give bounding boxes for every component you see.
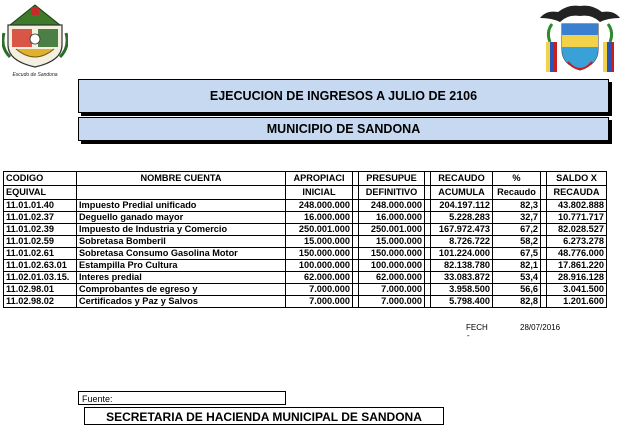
cell-pct: 82,3 <box>493 200 541 212</box>
cell-definitivo: 150.000.000 <box>359 248 425 260</box>
header-apropiaci: APROPIACI <box>286 172 353 186</box>
cell-definitivo: 250.001.000 <box>359 224 425 236</box>
cell-nombre: Deguello ganado mayor <box>77 212 286 224</box>
colombia-coat-of-arms-logo <box>538 2 622 80</box>
cell-definitivo: 16.000.000 <box>359 212 425 224</box>
cell-pct: 67,2 <box>493 224 541 236</box>
cell-saldo: 10.771.717 <box>547 212 607 224</box>
cell-acumula: 82.138.780 <box>431 260 493 272</box>
header-recauda: RECAUDA <box>547 186 607 200</box>
cell-definitivo: 62.000.000 <box>359 272 425 284</box>
cell-pct: 67,5 <box>493 248 541 260</box>
table-row <box>4 224 607 236</box>
cell-codigo: 11.02.01.03.15. <box>4 272 77 284</box>
cell-acumula: 5.798.400 <box>431 296 493 308</box>
cell-definitivo: 248.000.000 <box>359 200 425 212</box>
cell-codigo: 11.01.02.59 <box>4 236 77 248</box>
table-header-row-2 <box>4 186 607 200</box>
header-inicial: INICIAL <box>286 186 353 200</box>
header-recaudo-pct: Recaudo <box>493 186 541 200</box>
cell-inicial: 15.000.000 <box>286 236 353 248</box>
cell-definitivo: 100.000.000 <box>359 260 425 272</box>
header-equival: EQUIVAL <box>4 186 77 200</box>
header-acumula: ACUMULA <box>431 186 493 200</box>
cell-nombre: Comprobantes de egreso y <box>77 284 286 296</box>
cell-acumula: 204.197.112 <box>431 200 493 212</box>
cell-nombre: Interes predial <box>77 272 286 284</box>
header-recaudo: RECAUDO <box>431 172 493 186</box>
cell-saldo: 17.861.220 <box>547 260 607 272</box>
cell-codigo: 11.01.02.37 <box>4 212 77 224</box>
cell-nombre: Sobretasa Consumo Gasolina Motor <box>77 248 286 260</box>
municipality-title-box <box>78 117 609 141</box>
cell-saldo: 43.802.888 <box>547 200 607 212</box>
cell-pct: 82,1 <box>493 260 541 272</box>
cell-nombre: Sobretasa Bomberil <box>77 236 286 248</box>
cell-acumula: 5.228.283 <box>431 212 493 224</box>
sandona-shield-logo <box>2 3 68 77</box>
cell-inicial: 16.000.000 <box>286 212 353 224</box>
cell-pct: 53,4 <box>493 272 541 284</box>
cell-codigo: 11.01.01.40 <box>4 200 77 212</box>
cell-codigo: 11.01.02.39 <box>4 224 77 236</box>
cell-pct: 82,8 <box>493 296 541 308</box>
cell-saldo: 6.273.278 <box>547 236 607 248</box>
cell-saldo: 3.041.500 <box>547 284 607 296</box>
cell-acumula: 8.726.722 <box>431 236 493 248</box>
cell-definitivo: 7.000.000 <box>359 284 425 296</box>
cell-nombre: Impuesto de Industria y Comercio <box>77 224 286 236</box>
header-nombre: NOMBRE CUENTA <box>77 172 286 186</box>
income-execution-table <box>3 171 607 308</box>
cell-pct: 58,2 <box>493 236 541 248</box>
cell-nombre: Estampilla Pro Cultura <box>77 260 286 272</box>
cell-codigo: 11.01.02.61 <box>4 248 77 260</box>
cell-codigo: 11.02.98.02 <box>4 296 77 308</box>
cell-nombre: Certificados y Paz y Salvos <box>77 296 286 308</box>
cell-saldo: 1.201.600 <box>547 296 607 308</box>
cell-saldo: 28.916.128 <box>547 272 607 284</box>
cell-acumula: 101.224.000 <box>431 248 493 260</box>
report-title-box <box>78 79 609 113</box>
fecha-value: 28/07/2016 <box>520 323 561 332</box>
cell-inicial: 250.001.000 <box>286 224 353 236</box>
cell-inicial: 150.000.000 <box>286 248 353 260</box>
fecha-label: FECH <box>466 323 488 332</box>
table-row <box>4 260 607 272</box>
cell-inicial: 7.000.000 <box>286 296 353 308</box>
cell-inicial: 62.000.000 <box>286 272 353 284</box>
cell-codigo: 11.02.98.01 <box>4 284 77 296</box>
logo-caption: Escudo de Sandona <box>12 72 58 78</box>
cell-saldo: 82.028.527 <box>547 224 607 236</box>
report-title: EJECUCION DE INGRESOS A JULIO DE 2106 <box>209 89 478 103</box>
table-row <box>4 284 607 296</box>
table-row <box>4 212 607 224</box>
header-nombre-2 <box>77 186 286 200</box>
municipality-title: MUNICIPIO DE SANDONA <box>266 122 421 136</box>
fuente-label: Fuente: <box>78 391 286 405</box>
table-row <box>4 272 607 284</box>
fuente-value: SECRETARIA DE HACIENDA MUNICIPAL DE SANDONA <box>84 407 444 425</box>
table-header-row-1 <box>4 172 607 186</box>
header-pct: % <box>493 172 541 186</box>
table-row <box>4 296 607 308</box>
table-body <box>4 200 607 308</box>
header-saldo: SALDO X <box>547 172 607 186</box>
fecha-dot: - <box>467 331 470 340</box>
header-codigo: CODIGO <box>4 172 77 186</box>
cell-acumula: 33.083.872 <box>431 272 493 284</box>
table-row <box>4 236 607 248</box>
cell-inicial: 7.000.000 <box>286 284 353 296</box>
header-definitivo: DEFINITIVO <box>359 186 425 200</box>
cell-definitivo: 15.000.000 <box>359 236 425 248</box>
cell-inicial: 100.000.000 <box>286 260 353 272</box>
table-row <box>4 248 607 260</box>
cell-pct: 32,7 <box>493 212 541 224</box>
cell-acumula: 3.958.500 <box>431 284 493 296</box>
cell-definitivo: 7.000.000 <box>359 296 425 308</box>
cell-nombre: Impuesto Predial unificado <box>77 200 286 212</box>
cell-inicial: 248.000.000 <box>286 200 353 212</box>
cell-pct: 56,6 <box>493 284 541 296</box>
header-presupue: PRESUPUE <box>359 172 425 186</box>
table-row <box>4 200 607 212</box>
cell-saldo: 48.776.000 <box>547 248 607 260</box>
cell-codigo: 11.01.02.63.01 <box>4 260 77 272</box>
cell-acumula: 167.972.473 <box>431 224 493 236</box>
